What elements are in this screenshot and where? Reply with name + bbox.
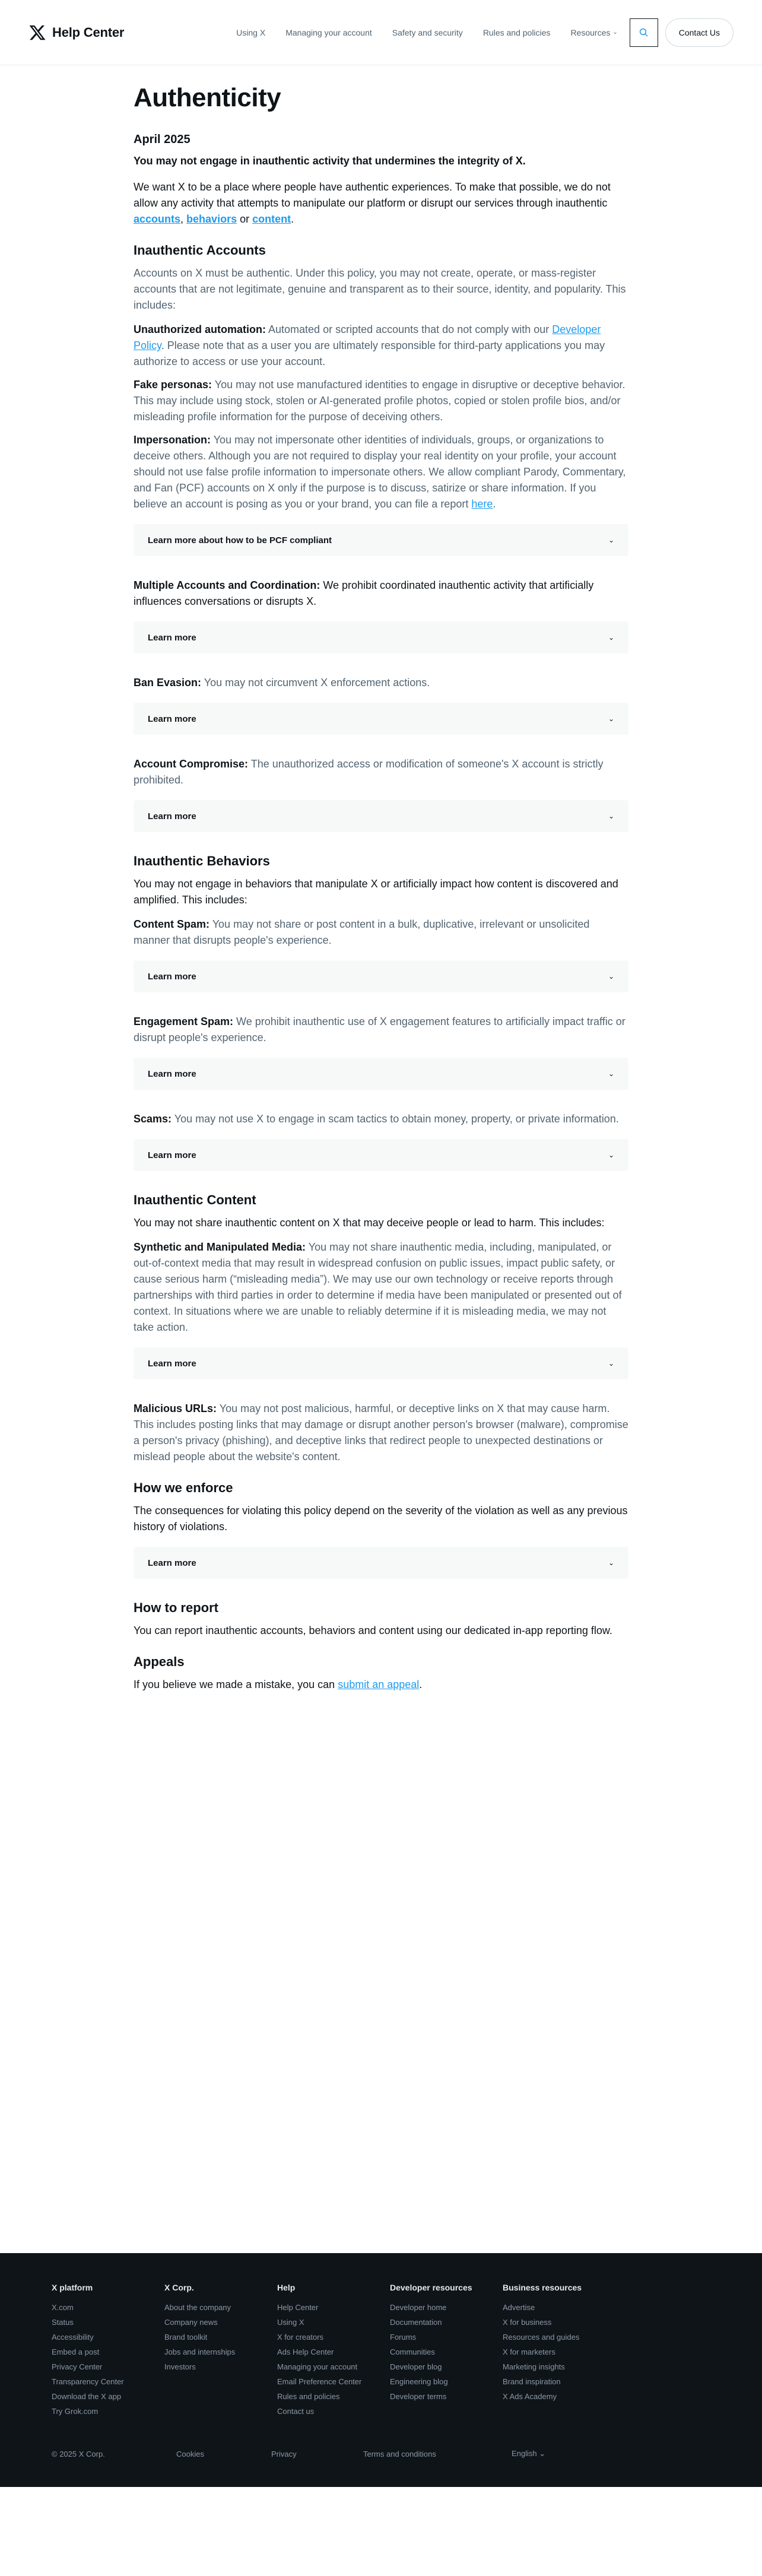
content-intro: You may not share inauthentic content on X that may deceive people or lead to harm. This includes:: [134, 1217, 605, 1229]
footer-link[interactable]: Developer blog: [390, 2362, 442, 2372]
article-date: April 2025: [134, 133, 190, 146]
page-title: Authenticity: [134, 83, 281, 112]
nav-using-x[interactable]: Using X: [236, 27, 266, 37]
footer-link[interactable]: About the company: [164, 2303, 231, 2312]
footer-col-developer: [390, 2283, 503, 2422]
footer-link[interactable]: Ads Help Center: [277, 2347, 334, 2357]
accordion-label: Learn more: [148, 1150, 196, 1160]
footer-link[interactable]: X for marketers: [503, 2347, 555, 2357]
behaviors-link[interactable]: behaviors: [186, 213, 237, 226]
article: [134, 65, 628, 2253]
file-report-link[interactable]: here: [471, 498, 493, 510]
chevron-down-icon: ⌄: [608, 633, 614, 642]
footer-col-x-corp: [164, 2283, 277, 2422]
brand[interactable]: [28, 24, 124, 42]
footer-link[interactable]: Contact us: [277, 2407, 315, 2416]
footer-link[interactable]: Resources and guides: [503, 2333, 580, 2342]
search-button[interactable]: [630, 18, 658, 47]
top-nav: [236, 28, 618, 37]
footer-link[interactable]: X for business: [503, 2318, 552, 2327]
footer-link[interactable]: Investors: [164, 2362, 196, 2372]
footer-link[interactable]: Accessibility: [52, 2333, 94, 2342]
item-account-compromise: [134, 756, 628, 788]
footer-link[interactable]: Using X: [277, 2318, 304, 2327]
item-text: You may not post malicious, harmful, or deceptive links on X that may cause harm. This includes posting links that may damage or disrupt another person's browser (malware), compromise a person's privacy (phishing), and deceptive links that redirect people to unexpected destinations or mislead people about the website's content.: [134, 1403, 628, 1463]
nav-managing-account[interactable]: Managing your account: [285, 27, 372, 37]
footer-col-help: [277, 2283, 390, 2422]
accordion-label: Learn more: [148, 811, 196, 821]
footer-link[interactable]: Advertise: [503, 2303, 535, 2312]
content-link[interactable]: content: [252, 213, 291, 226]
footer-link[interactable]: X.com: [52, 2303, 74, 2312]
item-multiple-accounts: [134, 578, 628, 610]
site-header: [0, 0, 762, 65]
item-title: Engagement Spam:: [134, 1016, 234, 1028]
section-heading-report: How to report: [134, 1600, 218, 1616]
item-text: You may not use manufactured identities to engage in disruptive or deceptive behavior. This may include using stock, stolen or AI-generated profile photos, copied or stolen profile bios, and/or misleading profile information for the purpose of deceiving others.: [134, 379, 626, 423]
nav-safety-security[interactable]: Safety and security: [392, 27, 463, 37]
item-text: You may not impersonate other identities of individuals, groups, or organizations to deceive others. Although you are not required to display your real identity on your profile, your account should not use false profile information to impersonate others. We allow compliant Parody, Commentary, and Fan (PCF) accounts on X only if the purpose is to discuss, satirize or share information. If you believe an account is posing as you or your brand, you can file a report: [134, 434, 626, 510]
footer-link[interactable]: Company news: [164, 2318, 218, 2327]
report-text: You can report inauthentic accounts, behaviors and content using our dedicated in-app reporting flow.: [134, 1625, 612, 1637]
footer-link[interactable]: Transparency Center: [52, 2377, 124, 2387]
intro-text: We want X to be a place where people have authentic experiences. To make that possible, we do not allow any activity that attempts to manipulate our platform or disrupt our services through inauthentic: [134, 181, 611, 210]
section-heading-enforce: How we enforce: [134, 1480, 233, 1496]
x-logo-icon: [28, 24, 46, 42]
item-title: Ban Evasion:: [134, 677, 202, 689]
footer-col-business: [503, 2283, 615, 2422]
item-title: Impersonation:: [134, 434, 211, 446]
item-text: We prohibit inauthentic use of X engagement features to artificially impact traffic or disrupt people's experience.: [134, 1016, 626, 1044]
behaviors-intro: You may not engage in behaviors that manipulate X or artificially impact how content is discovered and amplified. This includes:: [134, 878, 618, 906]
chevron-down-icon: ⌄: [608, 536, 614, 545]
footer-bottom-bar: [52, 2449, 710, 2458]
chevron-down-icon: ⌄: [608, 1070, 614, 1078]
accordion-learn-more[interactable]: [134, 1547, 628, 1579]
chevron-down-icon: ⌄: [608, 1151, 614, 1160]
footer-link[interactable]: Communities: [390, 2347, 435, 2357]
footer-columns: [52, 2283, 710, 2422]
accordion-label: Learn more: [148, 713, 196, 724]
section-heading-accounts: Inauthentic Accounts: [134, 243, 266, 258]
footer-col-title: X platform: [52, 2283, 93, 2293]
item-text: . Please note that as a user you are ultimately responsible for third-party applications you may authorize to access or use your account.: [134, 340, 605, 368]
nav-resources[interactable]: [570, 28, 617, 37]
language-label: English: [512, 2449, 537, 2458]
item-content-spam: [134, 916, 628, 948]
footer-link[interactable]: Rules and policies: [277, 2392, 340, 2401]
item-text: You may not share inauthentic media, including, manipulated, or out-of-context media that may result in widespread confusion on public issues, impact public safety, or cause serious harm (“misleading media”). We may use our own technology or receive reports through partnerships with third parties in order to determine if media have been manipulated or presented out of context. In situations where we are unable to reliably determine if it is misleading media, we may not take action.: [134, 1241, 622, 1334]
footer-link[interactable]: Marketing insights: [503, 2362, 565, 2372]
footer-link[interactable]: Privacy Center: [52, 2362, 103, 2372]
section-heading-behaviors: Inauthentic Behaviors: [134, 854, 270, 869]
footer-link[interactable]: X Ads Academy: [503, 2392, 557, 2401]
item-title: Scams:: [134, 1113, 172, 1125]
accordion-label: Learn more: [148, 632, 196, 643]
item-title: Account Compromise:: [134, 758, 249, 770]
footer-link[interactable]: Developer terms: [390, 2392, 447, 2401]
footer-link[interactable]: Brand inspiration: [503, 2377, 561, 2387]
item-fake-personas: [134, 377, 628, 425]
item-impersonation: Impersonation: You may not impersonate other identities of individuals, groups, or organizations to deceive others. Although you are not required to display your real identity on your profile, your account should not use false profile information to impersonate others. We allow compliant Parody, Commentary, and Fan (PCF) accounts on X only if the purpose is to discuss, satirize or share information. If you believe an account is posing as you or your brand, you can file a report here.: [134, 434, 626, 510]
footer-col-title: Help: [277, 2283, 296, 2293]
footer-link[interactable]: Jobs and internships: [164, 2347, 236, 2357]
item-title: Content Spam:: [134, 918, 209, 931]
item-unauthorized-automation: [134, 322, 628, 370]
accordion-learn-more[interactable]: [134, 1058, 628, 1090]
item-title: Unauthorized automation:: [134, 323, 266, 336]
footer-link[interactable]: Try Grok.com: [52, 2407, 99, 2416]
accounts-link[interactable]: accounts: [134, 213, 181, 226]
chevron-down-icon: ⌄: [608, 1359, 614, 1368]
chevron-down-icon: ⌄: [612, 29, 618, 36]
accordion-label: Learn more: [148, 1358, 196, 1369]
footer-link[interactable]: Status: [52, 2318, 74, 2327]
accordion-learn-more[interactable]: [134, 1347, 628, 1379]
footer-link[interactable]: Help Center: [277, 2303, 319, 2312]
footer-link[interactable]: Email Preference Center: [277, 2377, 362, 2387]
terms-link[interactable]: Terms and conditions: [363, 2449, 436, 2458]
appeals-text: If you believe we made a mistake, you can submit an appeal.: [134, 1679, 423, 1691]
accounts-intro: Accounts on X must be authentic. Under this policy, you may not create, operate, or mass-register accounts that are not legitimate, genuine and transparent as to their source, identity, and popularity. This includes:: [134, 267, 626, 312]
accordion-learn-more[interactable]: [134, 960, 628, 992]
footer-col-x-platform: [52, 2283, 164, 2422]
footer-link[interactable]: Documentation: [390, 2318, 442, 2327]
accordion-label: Learn more: [148, 1557, 196, 1568]
accordion-label: Learn more about how to be PCF compliant: [148, 535, 332, 545]
brand-title: Help Center: [52, 24, 125, 40]
item-synthetic-media: [134, 1239, 628, 1335]
language-selector[interactable]: [512, 2449, 545, 2458]
item-engagement-spam: [134, 1014, 628, 1046]
article-lead: You may not engage in inauthentic activity that undermines the integrity of X.: [134, 155, 526, 167]
cookies-link[interactable]: Cookies: [176, 2449, 204, 2458]
footer-link[interactable]: Brand toolkit: [164, 2333, 208, 2342]
item-malicious-urls: [134, 1401, 628, 1465]
accordion-label: Learn more: [148, 971, 196, 982]
chevron-down-icon: ⌄: [608, 972, 614, 981]
item-title: Synthetic and Manipulated Media:: [134, 1241, 306, 1254]
nav-rules-policies[interactable]: Rules and policies: [482, 27, 551, 37]
footer-link[interactable]: Managing your account: [277, 2362, 358, 2372]
item-text: We prohibit coordinated inauthentic activity that artificially influences conversations or disrupts X.: [134, 579, 594, 608]
search-icon: [639, 27, 649, 38]
nav-resources-label: Resources: [570, 27, 611, 37]
footer-link[interactable]: Forums: [390, 2333, 417, 2342]
footer-link[interactable]: Download the X app: [52, 2392, 122, 2401]
chevron-down-icon: ⌄: [608, 812, 614, 821]
intro-or: or: [240, 213, 250, 226]
intro-paragraph: We want X to be a place where people have authentic experiences. To make that possible, we do not allow any activity that attempts to manipulate our platform or disrupt our services through inauthentic accounts, behaviors or content.: [134, 181, 611, 226]
accordion-learn-more[interactable]: [134, 800, 628, 832]
submit-appeal-link[interactable]: submit an appeal: [338, 1679, 420, 1691]
developer-policy-link[interactable]: Developer Policy: [134, 323, 601, 352]
appeals-lead: If you believe we made a mistake, you can: [134, 1679, 335, 1691]
chevron-down-icon: ⌄: [608, 715, 614, 724]
footer-col-title: Business resources: [503, 2283, 582, 2293]
section-heading-content: Inauthentic Content: [134, 1192, 256, 1208]
copyright: © 2025 X Corp.: [52, 2449, 105, 2458]
footer-col-title: Developer resources: [390, 2283, 472, 2293]
item-text: The unauthorized access or modification of someone's X account is strictly prohibited.: [134, 758, 604, 786]
item-text: You may not use X to engage in scam tactics to obtain money, property, or private information.: [174, 1113, 619, 1125]
chevron-down-icon: ⌄: [539, 2449, 546, 2458]
accordion-label: Learn more: [148, 1068, 196, 1079]
item-text: You may not share or post content in a bulk, duplicative, irrelevant or unsolicited manner that disrupts people's experience.: [134, 918, 590, 947]
item-ban-evasion: [134, 675, 628, 691]
footer-link[interactable]: Engineering blog: [390, 2377, 448, 2387]
item-title: Malicious URLs:: [134, 1403, 217, 1415]
privacy-link[interactable]: Privacy: [271, 2449, 297, 2458]
accordion-pcf[interactable]: [134, 524, 628, 556]
item-text: You may not circumvent X enforcement actions.: [204, 677, 430, 689]
footer-link[interactable]: X for creators: [277, 2333, 324, 2342]
page-spacer: [134, 1701, 628, 2253]
accordion-learn-more[interactable]: [134, 703, 628, 735]
site-footer: [0, 2253, 762, 2487]
contact-us-button[interactable]: Contact Us: [665, 18, 734, 47]
section-heading-appeals: Appeals: [134, 1654, 185, 1670]
chevron-down-icon: ⌄: [608, 1559, 614, 1568]
item-text: Automated or scripted accounts that do not comply with our: [268, 323, 550, 336]
footer-link[interactable]: Embed a post: [52, 2347, 100, 2357]
accordion-learn-more[interactable]: [134, 1139, 628, 1171]
accordion-learn-more[interactable]: [134, 621, 628, 653]
enforce-text: The consequences for violating this policy depend on the severity of the violation as well as any previous history of violations.: [134, 1505, 628, 1533]
footer-link[interactable]: Developer home: [390, 2303, 447, 2312]
item-scams: [134, 1111, 628, 1127]
item-title: Fake personas:: [134, 379, 212, 391]
item-title: Multiple Accounts and Coordination:: [134, 579, 320, 592]
footer-col-title: X Corp.: [164, 2283, 194, 2293]
